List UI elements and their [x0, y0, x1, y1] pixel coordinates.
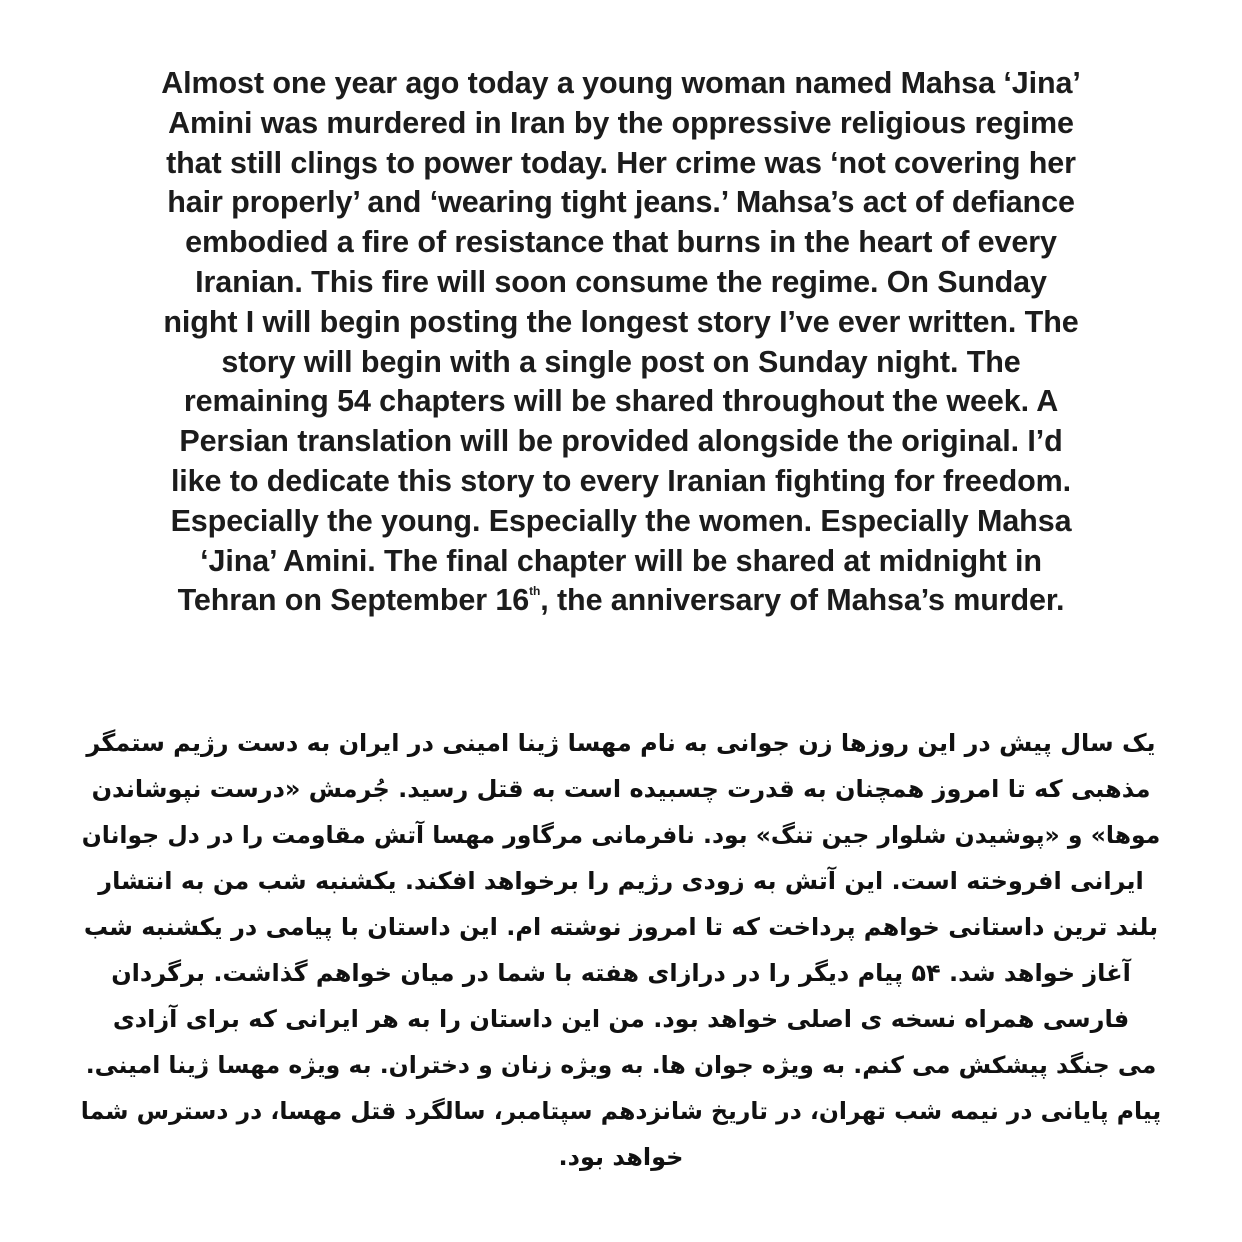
english-last-line [80, 581, 1162, 621]
english-line: that still clings to power today. Her crime was ‘not covering her [166, 145, 1076, 180]
english-line: Amini was murdered in Iran by the oppressive religious regime [168, 105, 1074, 140]
english-line: Iranian. This fire will soon consume the regime. On Sunday [195, 264, 1047, 299]
persian-line: پیام پایانی در نیمه شب تهران، در تاریخ شانزدهم سپتامبر، سالگرد قتل مهسا، در دسترس شما [80, 1097, 1162, 1125]
persian-line: آغاز خواهد شد. ۵۴ پیام دیگر را در درازای هفته با شما در میان خواهم گذاشت. برگردان [111, 959, 1131, 987]
english-line: like to dedicate this story to every Iranian fighting for freedom. [170, 463, 1072, 498]
persian-line: مذهبی که تا امروز همچنان به قدرت چسبیده است به قتل رسید. جُرمش «درست نپوشاندن [91, 775, 1151, 803]
english-line: embodied a fire of resistance that burns in the heart of every [185, 225, 1057, 260]
persian-line: موها» و «پوشیدن شلوار جین تنگ» بود. نافرمانی مرگاور مهسا آتش مقاومت را در دل جوانان [81, 821, 1161, 849]
english-announcement [80, 64, 1162, 621]
english-last-line-start: Tehran on September 16 [177, 583, 530, 618]
persian-translation [80, 720, 1162, 1180]
english-line: Persian translation will be provided alongside the original. I’d [179, 424, 1063, 459]
english-line: ‘Jina’ Amini. The final chapter will be shared at midnight in [200, 543, 1042, 578]
english-line: Almost one year ago today a young woman named Mahsa ‘Jina’ [161, 66, 1081, 100]
persian-line: فارسی همراه نسخه ی اصلی خواهد بود. من این داستان را به هر ایرانی که برای آزادی [112, 1005, 1130, 1033]
persian-line: ایرانی افروخته است. این آتش به زودی رژیم را برخواهد افکند. یکشنبه شب من به انتشار [98, 867, 1144, 895]
english-last-line-end: , the anniversary of Mahsa’s murder. [540, 583, 1065, 618]
persian-line: می جنگد پیشکش می کنم. به ویژه جوان ها. به ویژه زنان و دختران. به ویژه مهسا ژینا امینی. [85, 1051, 1157, 1079]
ordinal-suffix: th [529, 584, 541, 599]
english-line: hair properly’ and ‘wearing tight jeans.’ Mahsa’s act of defiance [167, 185, 1075, 220]
persian-line: یک سال پیش در این روزها زن جوانی به نام مهسا ژینا امینی در ایران به دست رژیم ستمگر [86, 729, 1156, 757]
persian-line: بلند ترین داستانی خواهم پرداخت که تا امروز نوشته ام. این داستان با پیامی در یکشنبه شب [83, 913, 1159, 941]
english-line: night I will begin posting the longest story I’ve ever written. The [163, 304, 1079, 339]
english-line: Especially the young. Especially the women. Especially Mahsa [170, 503, 1072, 538]
english-line: story will begin with a single post on Sunday night. The [221, 344, 1021, 379]
english-line: remaining 54 chapters will be shared throughout the week. A [183, 384, 1059, 419]
persian-line: خواهد بود. [558, 1143, 684, 1171]
